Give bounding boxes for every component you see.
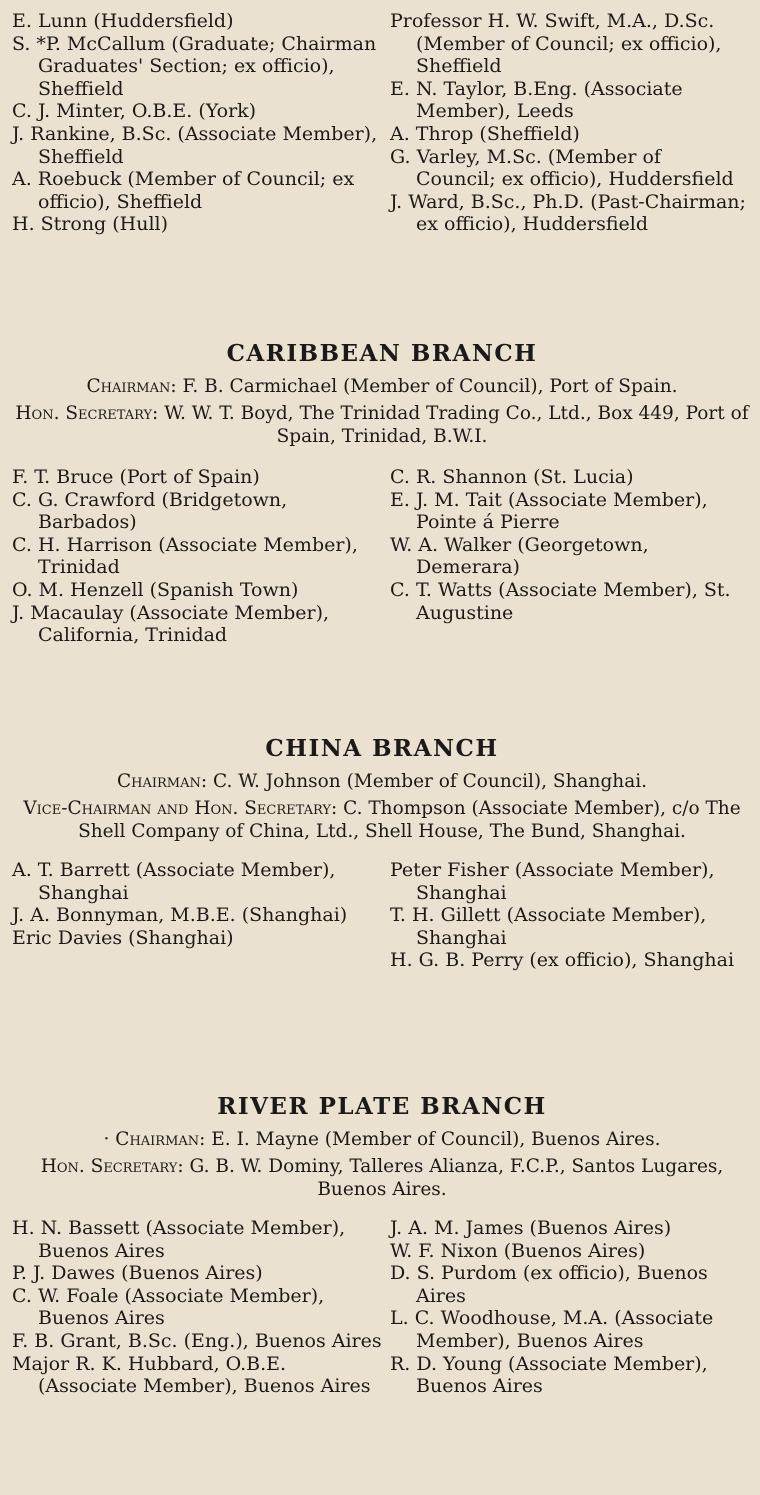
chairman-role: Chairman:	[86, 376, 177, 397]
member-entry: R. D. Young (Associate Member), Buenos Aires	[390, 1352, 708, 1398]
member-entry: F. B. Grant, B.Sc. (Eng.), Buenos Aires	[12, 1329, 382, 1352]
chairman-line	[12, 375, 752, 398]
member-entry: W. F. Nixon (Buenos Aires)	[390, 1239, 646, 1262]
caribbean-branch-section	[12, 340, 752, 647]
member-entry: A. Throp (Sheffield)	[390, 122, 580, 145]
member-entry: Professor H. W. Swift, M.A., D.Sc. (Member of Council; ex officio), Sheffield	[390, 10, 722, 78]
member-entry: Peter Fisher (Associate Member), Shanghai	[390, 859, 715, 904]
river-plate-branch-section	[12, 1093, 752, 1398]
member-entry: E. N. Taylor, B.Eng. (Associate Member), Leeds	[390, 77, 683, 123]
member-entry: T. H. Gillett (Associate Member), Shanghai	[390, 904, 707, 949]
secretary-line	[12, 402, 752, 448]
member-entry: S. *P. McCallum (Graduate; Chairman Graduates' Section; ex officio), Sheffield	[12, 32, 377, 100]
member-entry: D. S. Purdom (ex officio), Buenos Aires	[390, 1262, 708, 1307]
chairman-role: · Chairman:	[103, 1129, 206, 1150]
member-entry: Eric Davies (Shanghai)	[12, 926, 234, 949]
river-plate-left-column	[12, 1217, 386, 1398]
china-left-column	[12, 859, 386, 972]
member-entry: G. Varley, M.Sc. (Member of Council; ex officio), Huddersfield	[390, 145, 734, 191]
member-entry: J. Rankine, B.Sc. (Associate Member), Sheffield	[12, 122, 378, 168]
member-entry: E. J. M. Tait (Associate Member), Pointe á Pierre	[390, 488, 708, 534]
member-entry: C. G. Crawford (Bridgetown, Barbados)	[12, 488, 288, 534]
china-right-column	[390, 859, 746, 972]
chairman-line	[12, 1128, 752, 1151]
member-entry: C. H. Harrison (Associate Member), Trinidad	[12, 533, 358, 579]
chairman-text: E. I. Mayne (Member of Council), Buenos Aires.	[211, 1129, 661, 1150]
chairman-role: Chairman:	[116, 771, 208, 792]
river-plate-member-list	[12, 1217, 752, 1398]
member-entry: W. A. Walker (Georgetown, Demerara)	[390, 533, 649, 579]
member-entry: C. T. Watts (Associate Member), St. Augustine	[390, 578, 731, 624]
secretary-role: Vice-Chairman and Hon. Secretary:	[23, 798, 338, 819]
member-entry: L. C. Woodhouse, M.A. (Associate Member), Buenos Aires	[390, 1307, 714, 1352]
river-plate-right-column	[390, 1217, 746, 1398]
top-left-column	[12, 10, 386, 236]
secretary-text: G. B. W. Dominy, Talleres Alianza, F.C.P., Santos Lugares, Buenos Aires.	[189, 1156, 724, 1200]
member-entry: H. G. B. Perry (ex officio), Shanghai	[390, 949, 735, 972]
secretary-role: Hon. Secretary:	[40, 1156, 184, 1177]
secretary-text: W. W. T. Boyd, The Trinidad Trading Co., Ltd., Box 449, Port of Spain, Trinidad, B.W.I.	[164, 403, 749, 447]
top-member-list	[12, 10, 752, 236]
caribbean-member-list	[12, 466, 752, 647]
member-entry: J. Ward, B.Sc., Ph.D. (Past-Chairman; ex officio), Huddersfield	[390, 190, 746, 236]
chairman-line	[12, 770, 752, 793]
china-branch-section	[12, 735, 752, 972]
chairman-text: F. B. Carmichael (Member of Council), Port of Spain.	[182, 376, 678, 397]
member-entry: A. Roebuck (Member of Council; ex officio), Sheffield	[12, 168, 355, 213]
member-entry: J. A. M. James (Buenos Aires)	[390, 1217, 672, 1239]
member-entry: E. Lunn (Huddersfield)	[12, 10, 234, 32]
section-heading: RIVER PLATE BRANCH	[217, 1093, 547, 1120]
member-entry: O. M. Henzell (Spanish Town)	[12, 578, 299, 601]
caribbean-right-column	[390, 466, 746, 647]
member-entry: F. T. Bruce (Port of Spain)	[12, 466, 260, 488]
member-entry: J. A. Bonnyman, M.B.E. (Shanghai)	[12, 904, 348, 927]
member-entry: A. T. Barrett (Associate Member), Shanghai	[12, 859, 336, 904]
member-entry: Major R. K. Hubbard, O.B.E. (Associate Member), Buenos Aires	[12, 1352, 371, 1398]
member-entry: P. J. Dawes (Buenos Aires)	[12, 1262, 263, 1285]
secretary-text: C. Thompson (Associate Member), c/o The Shell Company of China, Ltd., Shell House, The Bund, Shanghai.	[78, 798, 741, 842]
member-entry: J. Macaulay (Associate Member), California, Trinidad	[12, 601, 330, 647]
top-right-column	[390, 10, 746, 236]
member-entry: H. Strong (Hull)	[12, 213, 169, 236]
secretary-role: Hon. Secretary:	[15, 403, 159, 424]
member-entry: C. W. Foale (Associate Member), Buenos Aires	[12, 1284, 325, 1330]
caribbean-left-column	[12, 466, 386, 647]
chairman-text: C. W. Johnson (Member of Council), Shanghai.	[212, 771, 648, 792]
section-heading: CARIBBEAN BRANCH	[226, 340, 538, 367]
secretary-line	[12, 797, 752, 843]
member-entry: H. N. Bassett (Associate Member), Buenos Aires	[12, 1217, 346, 1262]
china-member-list	[12, 859, 752, 972]
section-heading: CHINA BRANCH	[265, 735, 499, 762]
secretary-line	[12, 1155, 752, 1201]
member-entry: C. R. Shannon (St. Lucia)	[390, 466, 634, 488]
member-entry: C. J. Minter, O.B.E. (York)	[12, 100, 257, 123]
